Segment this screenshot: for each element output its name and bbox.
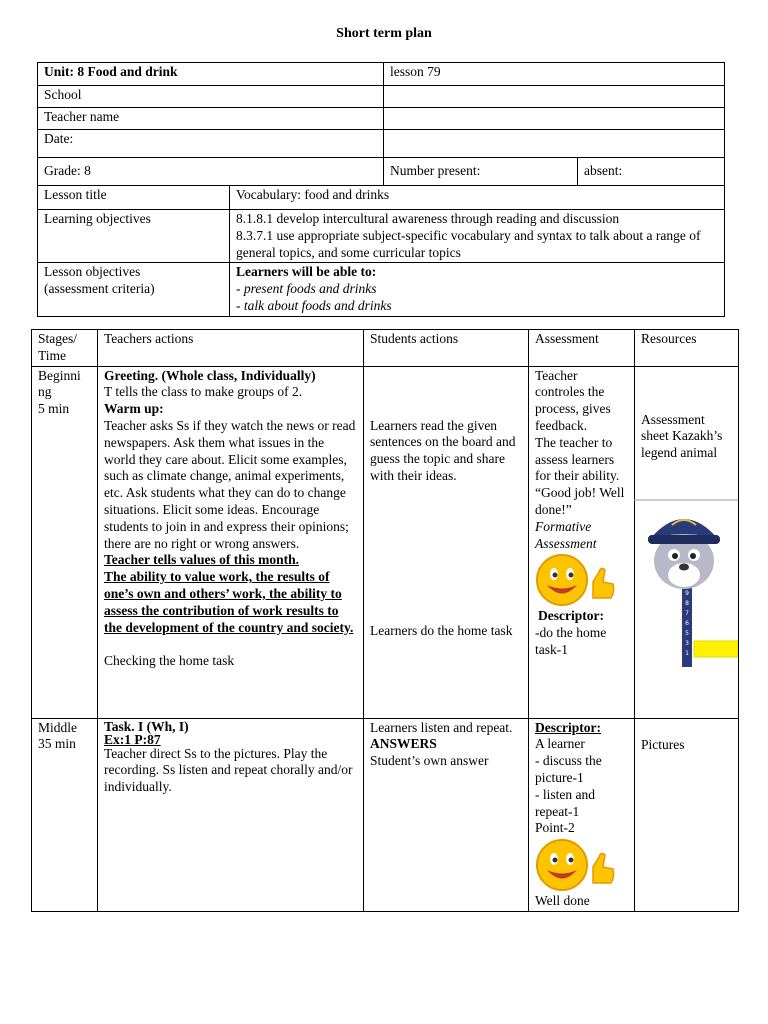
svg-text:5: 5: [685, 629, 689, 637]
middle-resources-cell: [635, 718, 739, 911]
learners-will-heading: Learners will be able to:: [236, 264, 377, 280]
descriptor-middle-1: - discuss the picture-1: [535, 753, 602, 785]
point-label: Point-2: [535, 820, 575, 836]
svg-text:7: 7: [685, 609, 689, 617]
beginning-stage-cell: [32, 366, 98, 718]
beginning-teacher-cell: [98, 366, 364, 718]
col-resources: Resources: [635, 330, 739, 367]
lesson-objectives-label: Lesson objectives: [44, 264, 141, 280]
groups-text: T tells the class to make groups of 2.: [104, 384, 303, 400]
formative-assessment: Formative Assessment: [535, 518, 597, 551]
unit-cell: [38, 63, 384, 86]
col-stages: Stages/ Time: [32, 330, 98, 367]
stage-middle-time: 35 min: [38, 736, 76, 752]
plan-table: [31, 329, 739, 912]
unit-label: Unit: 8 Food and drink: [44, 64, 178, 79]
well-done-label: Well done: [535, 893, 590, 909]
smiley-thumbs-icon: [535, 552, 628, 608]
school-value: [384, 86, 725, 108]
col-assessment: Assessment: [529, 330, 635, 367]
assessment-beginning-1: Teacher controles the process, gives feedback.: [535, 367, 611, 433]
learning-objectives-label: Learning objectives: [44, 211, 151, 226]
middle-assessment-cell: [529, 718, 635, 911]
col-students-actions: Students actions: [364, 330, 529, 367]
stage-middle: Middle: [38, 719, 77, 735]
values-text: The ability to value work, the results of one’s own and others’ work, the ability to assess the contribution of work results to the development of the country and society.: [104, 569, 354, 635]
date-value: [384, 130, 725, 158]
beginning-assessment-cell: [529, 366, 635, 718]
warm-up-heading: Warm up:: [104, 401, 164, 417]
absent-label: absent:: [584, 163, 623, 179]
students-middle-2: Student’s own answer: [370, 753, 489, 769]
svg-text:8: 8: [685, 599, 689, 607]
svg-text:9: 9: [685, 589, 689, 597]
learning-objective-1: 8.1.8.1 develop intercultural awareness through reading and discussion: [236, 211, 620, 226]
checking-home-task: Checking the home task: [104, 653, 235, 669]
svg-text:6: 6: [685, 619, 689, 627]
stage-beginning-2: ng: [38, 384, 52, 400]
page-title: Short term plan: [336, 26, 432, 41]
date-label: Date:: [44, 131, 74, 146]
descriptor-beginning: Descriptor:: [538, 608, 604, 624]
beginning-students-cell: [364, 366, 529, 718]
middle-stage-cell: [32, 718, 98, 911]
stage-beginning-1: Beginni: [38, 367, 81, 383]
kazakh-legend-animal-image: [634, 499, 738, 667]
greeting-heading: Greeting. (Whole class, Individually): [104, 367, 316, 383]
exercise-reference: Ex:1 P:87: [104, 731, 161, 747]
students-middle-1: Learners listen and repeat.: [370, 719, 513, 735]
middle-teacher-text: Teacher direct Ss to the pictures. Play the recording. Ss listen and repeat chorally and/or individually.: [104, 745, 353, 795]
teacher-name-value: [384, 108, 725, 130]
beginning-resources-cell: [635, 366, 739, 718]
lesson-objective-2: - talk about foods and drinks: [236, 297, 392, 313]
values-heading: Teacher tells values of this month.: [104, 552, 300, 568]
lesson-cell: [384, 63, 725, 86]
task-heading: Task. I (Wh, I): [104, 718, 189, 734]
descriptor-beginning-text: -do the home task-1: [535, 625, 607, 657]
middle-students-cell: [364, 718, 529, 911]
warm-up-text: Teacher asks Ss if they watch the news or read newspapers. Ask them what issues in the world they care about. Elicit some examples, such as climate change, animal experiments, etc. Ask students what they can do to change situations. Elicit some ideas. Encourage students to join in and express their opinions; there are no right or wrong answers.: [104, 417, 356, 551]
grade-label: Grade: 8: [44, 163, 91, 179]
students-beginning-1: Learners read the given sentences on the board and guess the topic and share with their ideas.: [370, 417, 516, 483]
lesson-title-label: Lesson title: [44, 187, 107, 202]
answers-heading: ANSWERS: [370, 736, 437, 752]
header-table: [37, 62, 725, 317]
assessment-beginning-3: “Good job! Well done!”: [535, 485, 625, 517]
svg-text:1: 1: [685, 649, 689, 657]
number-present-label: Number present:: [390, 163, 481, 179]
teacher-name-label: Teacher name: [44, 109, 120, 124]
learner-label: A learner: [535, 736, 585, 752]
lesson-title-value: Vocabulary: food and drinks: [236, 187, 390, 202]
lesson-number: lesson 79: [390, 64, 441, 79]
assessment-beginning-2: The teacher to assess learners for their ability.: [535, 434, 620, 484]
col-teachers-actions: Teachers actions: [98, 330, 364, 367]
assessment-criteria-label: (assessment criteria): [44, 281, 155, 297]
learning-objective-2: 8.3.7.1 use appropriate subject-specific vocabulary and syntax to talk about a range of general topics, and some curricular topics: [236, 227, 701, 260]
smiley-thumbs-icon-2: [535, 837, 628, 893]
school-label: School: [44, 87, 82, 102]
students-beginning-2: Learners do the home task: [370, 622, 513, 638]
stage-beginning-time: 5 min: [38, 401, 70, 417]
svg-text:3: 3: [685, 639, 689, 647]
descriptor-middle-2: - listen and repeat-1: [535, 786, 595, 819]
resources-beginning: Assessment sheet Kazakh’s legend animal: [641, 411, 723, 461]
descriptor-middle: Descriptor:: [535, 719, 601, 735]
middle-teacher-cell: [98, 718, 364, 911]
lesson-objective-1: - present foods and drinks: [236, 281, 377, 297]
resources-middle: Pictures: [641, 736, 685, 752]
